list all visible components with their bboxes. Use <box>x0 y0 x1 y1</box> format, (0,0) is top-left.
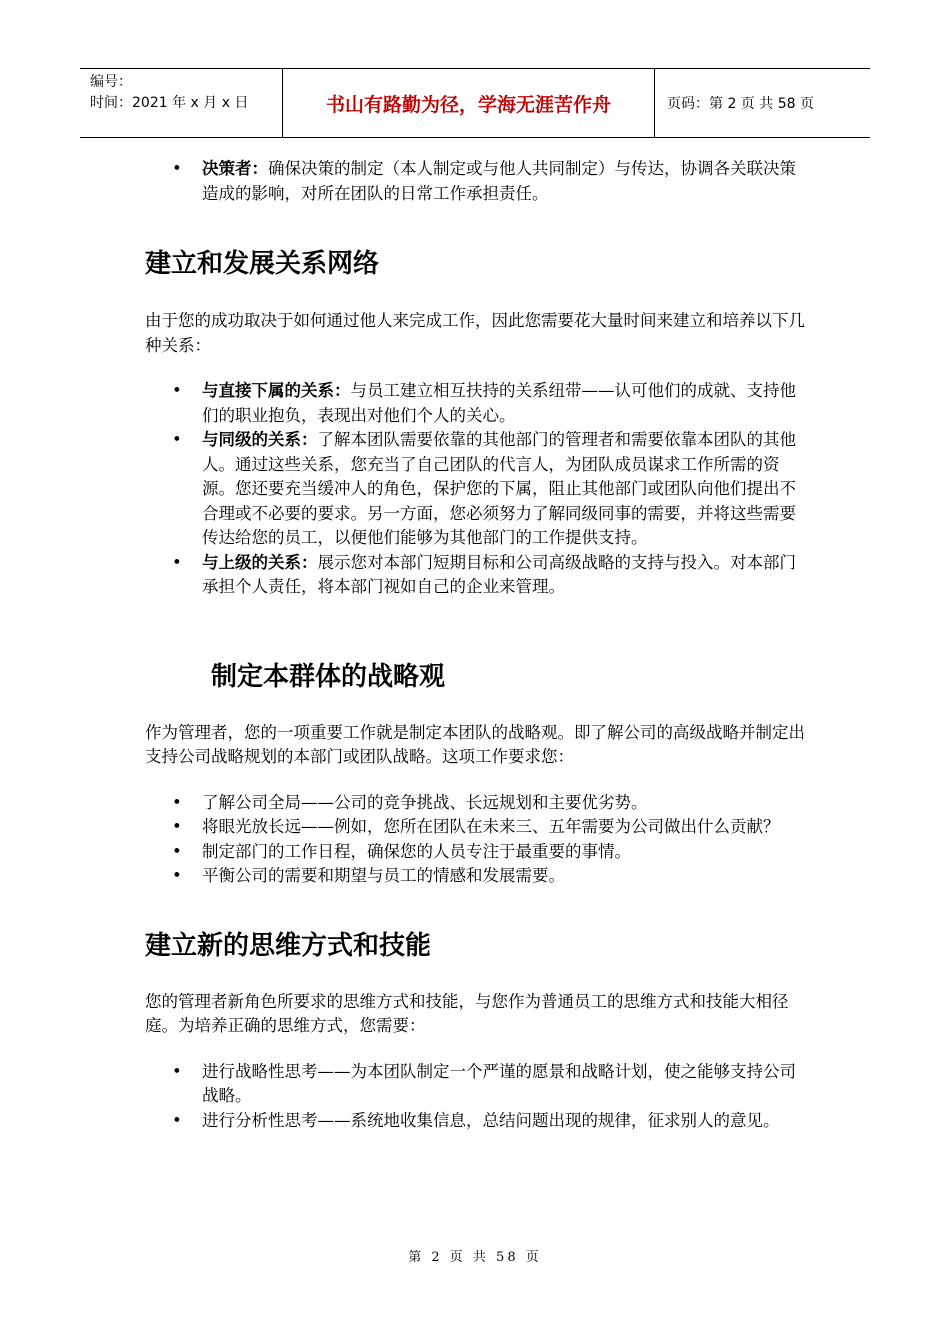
bullet-icon: • <box>172 841 182 861</box>
bullet-icon: • <box>172 866 182 885</box>
list-item-text: 制定部门的工作日程，确保您的人员专注于最重要的事情。 <box>202 841 631 861</box>
list-item-term: 与直接下属的关系： <box>202 381 351 400</box>
list-item <box>145 840 810 865</box>
list-item <box>145 1060 810 1109</box>
document-body <box>145 157 810 1133</box>
list-item-text: 将眼光放长远——例如，您所在团队在未来三、五年需要为公司做出什么贡献？ <box>202 817 780 836</box>
strategy-list <box>145 791 810 889</box>
header-meta-cell <box>80 69 283 137</box>
list-item <box>145 157 810 206</box>
bullet-icon: • <box>172 159 182 178</box>
list-item <box>145 1109 810 1134</box>
section-intro: 您的管理者新角色所要求的思维方式和技能，与您作为普通员工的思维方式和技能大相径庭。为培养正确的思维方式，您需要： <box>145 991 789 1035</box>
document-number-label: 编号： <box>90 74 132 90</box>
list-item-text: 确保决策的制定（本人制定或与他人共同制定）与传达，协调各关联决策造成的影响，对所在团队的日常工作承担责任。 <box>202 159 796 203</box>
thinking-list <box>145 1060 810 1134</box>
bullet-icon: • <box>172 792 182 812</box>
header-table <box>80 68 870 138</box>
list-item-text: 与员工建立相互扶持的关系纽带——认可他们的成就、支持他们的职业抱负，表现出对他们个人的关心。 <box>202 381 796 425</box>
list-item-text: 了解公司全局——公司的竞争挑战、长远规划和主要优劣势。 <box>202 792 648 812</box>
header-motto: 书山有路勤为径，学海无涯苦作舟 <box>283 69 655 137</box>
list-item-text: 平衡公司的需要和期望与员工的情感和发展需要。 <box>202 866 565 885</box>
list-item-text: 了解本团队需要依靠的其他部门的管理者和需要依靠本团队的其他人。通过这些关系，您充当了自己团队的代言人，为团队成员谋求工作所需的资源。您还要充当缓冲人的角色，保护您的下属，阻止其他部门或团队向他们提出不合理或不必要的要求。另一方面，您必须努力了解同级同事的需要，并将这些需要传达给您的员工，以便他们能够为其他部门的工作提供支持。 <box>202 430 796 547</box>
section-intro: 由于您的成功取决于如何通过他人来完成工作，因此您需要花大量时间来建立和培养以下几种关系： <box>145 311 805 355</box>
section-heading: 建立新的思维方式和技能 <box>145 930 432 961</box>
list-item <box>145 864 810 889</box>
page-footer: 第 2 页 共 58 页 <box>408 1250 542 1265</box>
list-item-text: 进行分析性思考——系统地收集信息，总结问题出现的规律，征求别人的意见。 <box>202 1110 780 1130</box>
section-heading: 建立和发展关系网络 <box>145 249 380 279</box>
bullet-icon: • <box>172 1110 182 1130</box>
list-item <box>145 791 810 816</box>
list-item <box>145 428 810 551</box>
list-item-term: 决策者： <box>202 159 268 178</box>
intro-bullet-list <box>145 157 810 206</box>
document-date: 时间：2021 年 x 月 x 日 <box>90 95 249 111</box>
bullet-icon: • <box>172 817 182 836</box>
list-item-term: 与上级的关系： <box>202 552 318 572</box>
list-item <box>145 815 810 840</box>
bullet-icon: • <box>172 1061 182 1081</box>
section-heading: 制定本群体的战略观 <box>211 661 446 692</box>
header-page-info: 页码：第 2 页 共 58 页 <box>667 96 814 112</box>
bullet-icon: • <box>172 381 182 400</box>
section-intro: 作为管理者，您的一项重要工作就是制定本团队的战略观。即了解公司的高级战略并制定出支持公司战略规划的本部门或团队战略。这项工作要求您： <box>145 722 805 766</box>
list-item <box>145 551 810 600</box>
list-item-text: 进行战略性思考——为本团队制定一个严谨的愿景和战略计划，使之能够支持公司战略。 <box>202 1061 796 1105</box>
bullet-icon: • <box>172 552 182 572</box>
list-item-text: 展示您对本部门短期目标和公司高级战略的支持与投入。对本部门承担个人责任，将本部门视如自己的企业来管理。 <box>202 552 796 596</box>
bullet-icon: • <box>172 430 182 449</box>
relationship-list <box>145 379 810 600</box>
list-item <box>145 379 810 428</box>
list-item-term: 与同级的关系： <box>202 430 318 449</box>
